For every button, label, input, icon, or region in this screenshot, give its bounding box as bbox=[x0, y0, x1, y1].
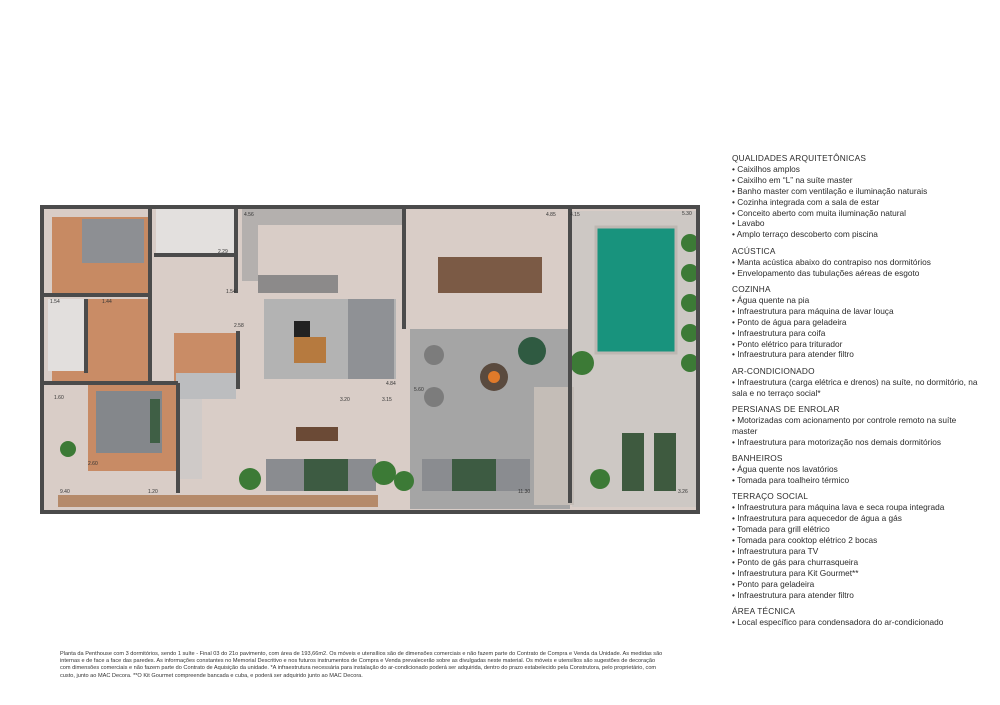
floor-plan bbox=[38, 203, 700, 516]
dim-label: 5.30 bbox=[682, 211, 692, 217]
feature-item: • Tomada para cooktop elétrico 2 bocas bbox=[732, 535, 982, 546]
feature-item: • Banho master com ventilação e iluminação naturais bbox=[732, 186, 982, 197]
dim-label: 3.26 bbox=[678, 489, 688, 495]
feature-item: • Amplo terraço descoberto com piscina bbox=[732, 229, 982, 240]
dim-label: 4.85 bbox=[546, 212, 556, 218]
armchair-green bbox=[518, 337, 546, 365]
dining-table bbox=[438, 257, 542, 293]
bed-suite bbox=[82, 219, 144, 263]
dim-label: 11.30 bbox=[518, 489, 531, 495]
feature-item: • Ponto elétrico para triturador bbox=[732, 339, 982, 350]
feature-item: • Infraestrutura para motorização nos demais dormitórios bbox=[732, 437, 982, 448]
dim-label: 1.20 bbox=[148, 489, 158, 495]
dim-label: 4.56 bbox=[244, 212, 254, 218]
feature-item: • Infraestrutura para Kit Gourmet** bbox=[732, 568, 982, 579]
feature-item: • Infraestrutura para TV bbox=[732, 546, 982, 557]
dim-label: 9.40 bbox=[60, 489, 70, 495]
dim-label: 1.54 bbox=[50, 299, 60, 305]
corridor-floor bbox=[178, 389, 202, 479]
feature-section-title: ÁREA TÉCNICA bbox=[732, 605, 796, 616]
dim-label: 1.44 bbox=[102, 299, 112, 305]
feature-item: • Local específico para condensadora do ar-condicionado bbox=[732, 617, 982, 628]
feature-item: • Infraestrutura para máquina de lavar louça bbox=[732, 306, 982, 317]
sofa-living bbox=[348, 299, 394, 379]
swimming-pool bbox=[596, 227, 676, 353]
feature-item: • Tomada para grill elétrico bbox=[732, 524, 982, 535]
dim-label: 3.15 bbox=[382, 397, 392, 403]
dim-label: 4.15 bbox=[570, 212, 580, 218]
bed-blanket bbox=[150, 399, 160, 443]
feature-item: • Água quente nos lavatórios bbox=[732, 464, 982, 475]
bathroom-2-floor bbox=[48, 299, 86, 371]
armchair-2 bbox=[424, 387, 444, 407]
feature-item: • Motorizadas com acionamento por controle remoto na suíte master bbox=[732, 415, 982, 437]
feature-item: • Manta acústica abaixo do contrapiso nos dormitórios bbox=[732, 257, 982, 268]
dim-label: 5.60 bbox=[414, 387, 424, 393]
feature-item: • Caixilho em “L” na suíte master bbox=[732, 175, 982, 186]
feature-item: • Cozinha integrada com a sala de estar bbox=[732, 197, 982, 208]
feature-item: • Conceito aberto com muita iluminação natural bbox=[732, 208, 982, 219]
feature-item: • Ponto de água para geladeira bbox=[732, 317, 982, 328]
tv-rack bbox=[296, 427, 338, 441]
cushion-green-left bbox=[304, 459, 348, 491]
dim-label: 3.20 bbox=[340, 397, 350, 403]
dim-label: 4.84 bbox=[386, 381, 396, 387]
feature-section-title: COZINHA bbox=[732, 283, 771, 294]
feature-item: • Ponto para geladeira bbox=[732, 579, 982, 590]
feature-section-title: ACÚSTICA bbox=[732, 245, 776, 256]
feature-section-title: PERSIANAS DE ENROLAR bbox=[732, 404, 840, 415]
feature-item: • Ponto de gás para churrasqueira bbox=[732, 557, 982, 568]
feature-item: • Infraestrutura para máquina lava e seca roupa integrada bbox=[732, 502, 982, 513]
feature-section-title: TERRAÇO SOCIAL bbox=[732, 491, 809, 502]
dim-label: 1.54 bbox=[226, 289, 236, 295]
bed-single bbox=[176, 373, 236, 399]
feature-item: • Infraestrutura para atender filtro bbox=[732, 590, 982, 601]
feature-section-title: AR-CONDICIONADO bbox=[732, 365, 815, 376]
side-table bbox=[294, 321, 310, 337]
feature-item: • Infraestrutura para coifa bbox=[732, 328, 982, 339]
feature-item: • Infraestrutura (carga elétrica e drenos) na suíte, no dormitório, na sala e no terraço social* bbox=[732, 377, 982, 399]
armchair-1 bbox=[424, 345, 444, 365]
dim-label: 2.58 bbox=[234, 323, 244, 329]
sun-lounger-1 bbox=[622, 433, 644, 491]
feature-item: • Água quente na pia bbox=[732, 295, 982, 306]
feature-item: • Envelopamento das tubulações aéreas de esgoto bbox=[732, 268, 982, 279]
footnote: Planta da Penthouse com 3 dormitórios, sendo 1 suíte - Final 03 do 21o pavimento, com área de 193,66m2. Os móveis e utensílios são de dimensões comerciais e não fazem parte do Contrato de Compra e Venda da Unidade. As medidas são internas e de face a face das paredes. As informações constantes no Memorial Descritivo e nos futuros instrumentos de Compra e Venda prevalecerão sobre as divulgadas neste material. Os móveis e utensílios são sugestões de decoração com dimensões comerciais e não fazem parte do Contrato de Aquisição da unidade. *A infraestrutura necessária para instalação do ar-condicionado poderá ser adquirida, dentro do prazo estabelecido pela Construtora, pelo proprietário, com custo, junto ao MAC Decora. **O Kit Gourmet compreende bancada e cuba, e poderá ser adquirido junto ao MAC Decora. bbox=[60, 651, 663, 679]
feature-section-title: QUALIDADES ARQUITETÔNICAS bbox=[732, 153, 867, 163]
fire-pit-flame bbox=[488, 371, 500, 383]
dim-label: 2.60 bbox=[88, 461, 98, 467]
kitchen-counter-side bbox=[242, 225, 258, 281]
balcony-planter bbox=[58, 495, 378, 507]
dim-label: 2.29 bbox=[218, 249, 228, 255]
feature-item: • Tomada para toalheiro térmico bbox=[732, 475, 982, 486]
cushion-green-right bbox=[452, 459, 496, 491]
feature-item: • Infraestrutura para aquecedor de água a gás bbox=[732, 513, 982, 524]
feature-item: • Lavabo bbox=[732, 218, 982, 229]
features-list bbox=[732, 153, 982, 628]
sun-lounger-2 bbox=[654, 433, 676, 491]
coffee-table bbox=[294, 337, 326, 363]
feature-item: • Caixilhos amplos bbox=[732, 164, 982, 175]
feature-item: • Infraestrutura para atender filtro bbox=[732, 349, 982, 360]
feature-section-title: BANHEIROS bbox=[732, 453, 783, 464]
kitchen-counter bbox=[242, 209, 402, 225]
dim-label: 1.60 bbox=[54, 395, 64, 401]
kitchen-island bbox=[258, 275, 338, 293]
